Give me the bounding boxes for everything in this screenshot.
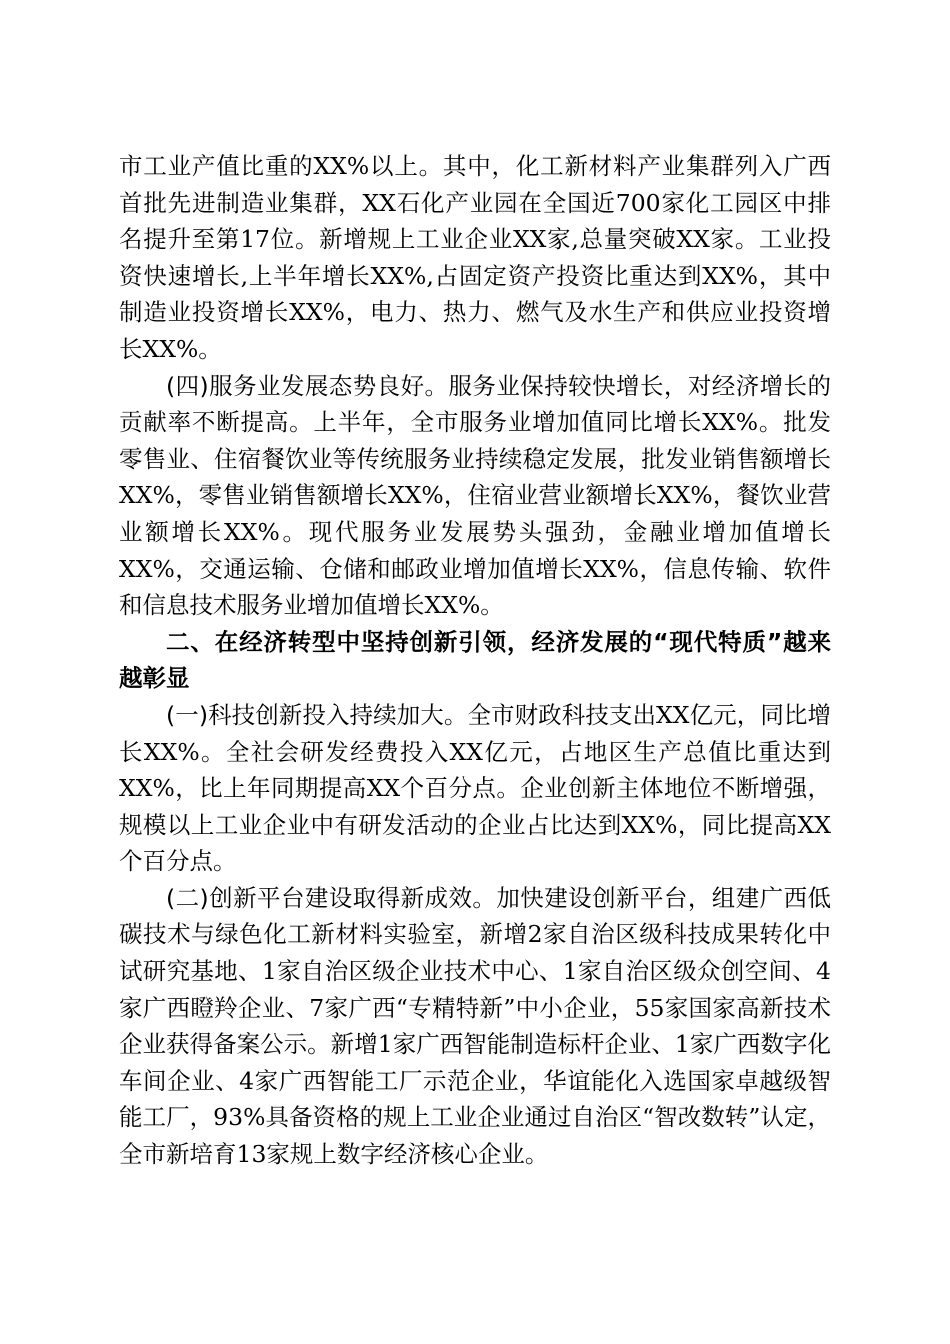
paragraph-services-lead: (四)服务业发展态势良好。 <box>166 371 449 400</box>
paragraph-tech-investment-body: 全市财政科技支出XX亿元，同比增长XX%。全社会研发经费投入XX亿元，占地区生产总值比重达到XX%，比上年同期提高XX个百分点。企业创新主体地位不断增强，规模以上工业企业中有研发活动的企业占比达到XX%，同比提高XX个百分点。 <box>119 700 831 876</box>
paragraph-innovation-platform-lead: (二)创新平台建设取得新成效。 <box>166 883 497 912</box>
paragraph-innovation-platform <box>119 880 831 1173</box>
section-heading-2: 二、在经济转型中坚持创新引领，经济发展的“现代特质”越来越彰显 <box>119 627 831 693</box>
paragraph-tech-investment-lead: (一)科技创新投入持续加大。 <box>166 700 468 729</box>
paragraph-industry-continued: 市工业产值比重的XX%以上。其中，化工新材料产业集群列入广西首批先进制造业集群，XX石化产业园在全国近700家化工园区中排名提升至第17位。新增规上工业企业XX家,总量突破XX家。工业投资快速增长,上半年增长XX%,占固定资产投资比重达到XX%，其中制造业投资增长XX%，电力、热力、燃气及水生产和供应业投资增长XX%。 <box>119 152 831 363</box>
paragraph-tech-investment <box>119 697 831 880</box>
paragraph-services <box>119 368 831 624</box>
paragraph-innovation-platform-body: 加快建设创新平台，组建广西低碳技术与绿色化工新材料实验室，新增2家自治区级科技成果转化中试研究基地、1家自治区级企业技术中心、1家自治区级众创空间、4家广西瞪羚企业、7家广西“专精特新”中小企业，55家国家高新技术企业获得备案公示。新增1家广西智能制造标杆企业、1家广西数字化车间企业、4家广西智能工厂示范企业，华谊能化入选国家卓越级智能工厂，93%具备资格的规上工业企业通过自治区“智改数转”认定，全市新培育13家规上数字经济核心企业。 <box>119 883 832 1169</box>
paragraph-services-body: 服务业保持较快增长，对经济增长的贡献率不断提高。上半年，全市服务业增加值同比增长XX%。批发零售业、住宿餐饮业等传统服务业持续稳定发展，批发业销售额增长XX%，零售业销售额增长XX%，住宿业营业额增长XX%，餐饮业营业额增长XX%。现代服务业发展势头强劲，金融业增加值增长XX%，交通运输、仓储和邮政业增加值增长XX%，信息传输、软件和信息技术服务业增加值增长XX%。 <box>119 371 831 620</box>
document-page <box>119 148 831 1173</box>
